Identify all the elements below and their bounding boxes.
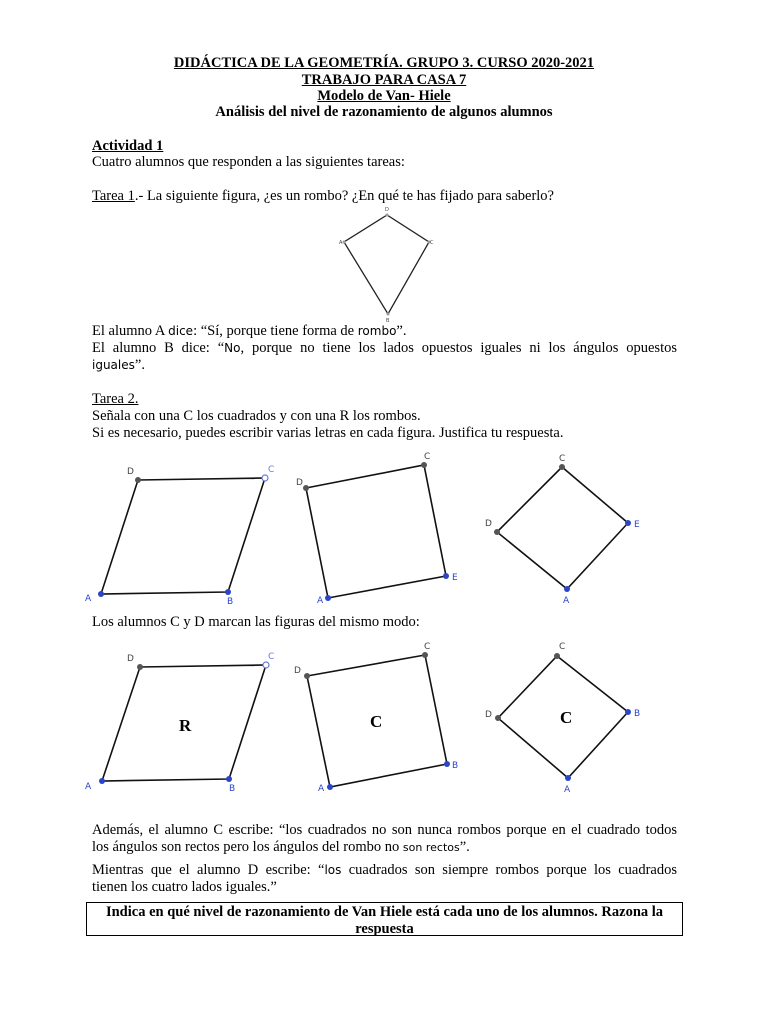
- fig2b-label-c: C: [424, 642, 431, 652]
- activity-title: Actividad 1: [92, 138, 164, 154]
- fig3b-label-b: B: [634, 709, 641, 719]
- fig3-mark: C: [560, 708, 573, 727]
- fig3-label-e: E: [634, 520, 640, 530]
- fig2-label-c: C: [424, 452, 431, 462]
- doc-heading: Análisis del nivel de razonamiento de algunos alumnos: [215, 104, 553, 120]
- figure-3-marked: [485, 642, 640, 795]
- fig1b-label-a: A: [85, 782, 92, 792]
- student-d-line2: tienen los cuatro lados iguales.”: [92, 879, 277, 895]
- fig1-label-c: C: [268, 465, 275, 475]
- student-c-line2: los ángulos son rectos pero los ángulos del rombo no son rectos”.: [92, 839, 470, 855]
- kite-label-a: A: [339, 240, 343, 246]
- student-c-line1: Además, el alumno C escribe: “los cuadrados no son nunca rombos porque en el cuadrado todos: [92, 822, 677, 838]
- fig2-label-a: A: [317, 596, 324, 606]
- fig1b-label-d: D: [127, 654, 134, 664]
- fig1-label-d: D: [127, 467, 134, 477]
- fig3-label-c: C: [559, 454, 566, 464]
- doc-model: Modelo de Van- Hiele: [317, 88, 451, 104]
- student-b-answer-line1: El alumno B dice: “No, porque no tiene los lados opuestos iguales ni los ángulos opuestos: [92, 340, 677, 356]
- fig3b-label-c: C: [559, 642, 566, 652]
- fig1-label-b: B: [227, 597, 234, 607]
- kite-label-c: C: [430, 240, 434, 246]
- question-box: Indica en qué nivel de razonamiento de Van Hiele está cada uno de los alumnos. Razona la respuesta: [86, 902, 683, 936]
- fig2b-label-b: B: [452, 761, 459, 771]
- students-cd-same: Los alumnos C y D marcan las figuras del mismo modo:: [92, 614, 420, 630]
- task1-text: .- La siguiente figura, ¿es un rombo? ¿En qué te has fijado para saberlo?: [134, 188, 554, 204]
- student-d-line1: Mientras que el alumno D escribe: “los cuadrados son siempre rombos porque los cuadrados: [92, 862, 677, 878]
- task2-line2: Si es necesario, puedes escribir varias letras en cada figura. Justifica tu respuesta.: [92, 425, 564, 441]
- student-a-answer: El alumno A dice: “Sí, porque tiene forma de rombo”.: [92, 323, 407, 339]
- fig1b-label-c: C: [268, 652, 275, 662]
- fig3-label-d: D: [485, 519, 492, 529]
- fig3-label-a: A: [563, 596, 570, 606]
- fig1-mark: R: [179, 716, 192, 735]
- student-b-answer-line2: iguales”.: [92, 357, 145, 373]
- kite-label-d: D: [385, 207, 389, 213]
- task1-label: Tarea 1: [92, 188, 135, 204]
- fig2-label-d: D: [296, 478, 303, 488]
- kite-label-b: B: [386, 318, 390, 324]
- fig2-mark: C: [370, 712, 383, 731]
- task2-label: Tarea 2.: [92, 391, 139, 407]
- fig2-label-e: E: [452, 573, 458, 583]
- figure-2-marked: [294, 642, 458, 794]
- activity-intro: Cuatro alumnos que responden a las siguientes tareas:: [92, 154, 405, 170]
- fig2b-label-d: D: [294, 666, 301, 676]
- fig1b-label-b: B: [229, 784, 236, 794]
- fig2b-label-a: A: [318, 784, 325, 794]
- fig3b-label-d: D: [485, 710, 492, 720]
- doc-title: DIDÁCTICA DE LA GEOMETRÍA. GRUPO 3. CURSO 2020-2021: [173, 55, 595, 71]
- doc-subtitle: TRABAJO PARA CASA 7: [301, 72, 467, 88]
- figure-1-marked: [85, 652, 274, 794]
- fig1-label-a: A: [85, 594, 92, 604]
- fig3b-label-a: A: [564, 785, 571, 795]
- task2-line1: Señala con una C los cuadrados y con una R los rombos.: [92, 408, 421, 424]
